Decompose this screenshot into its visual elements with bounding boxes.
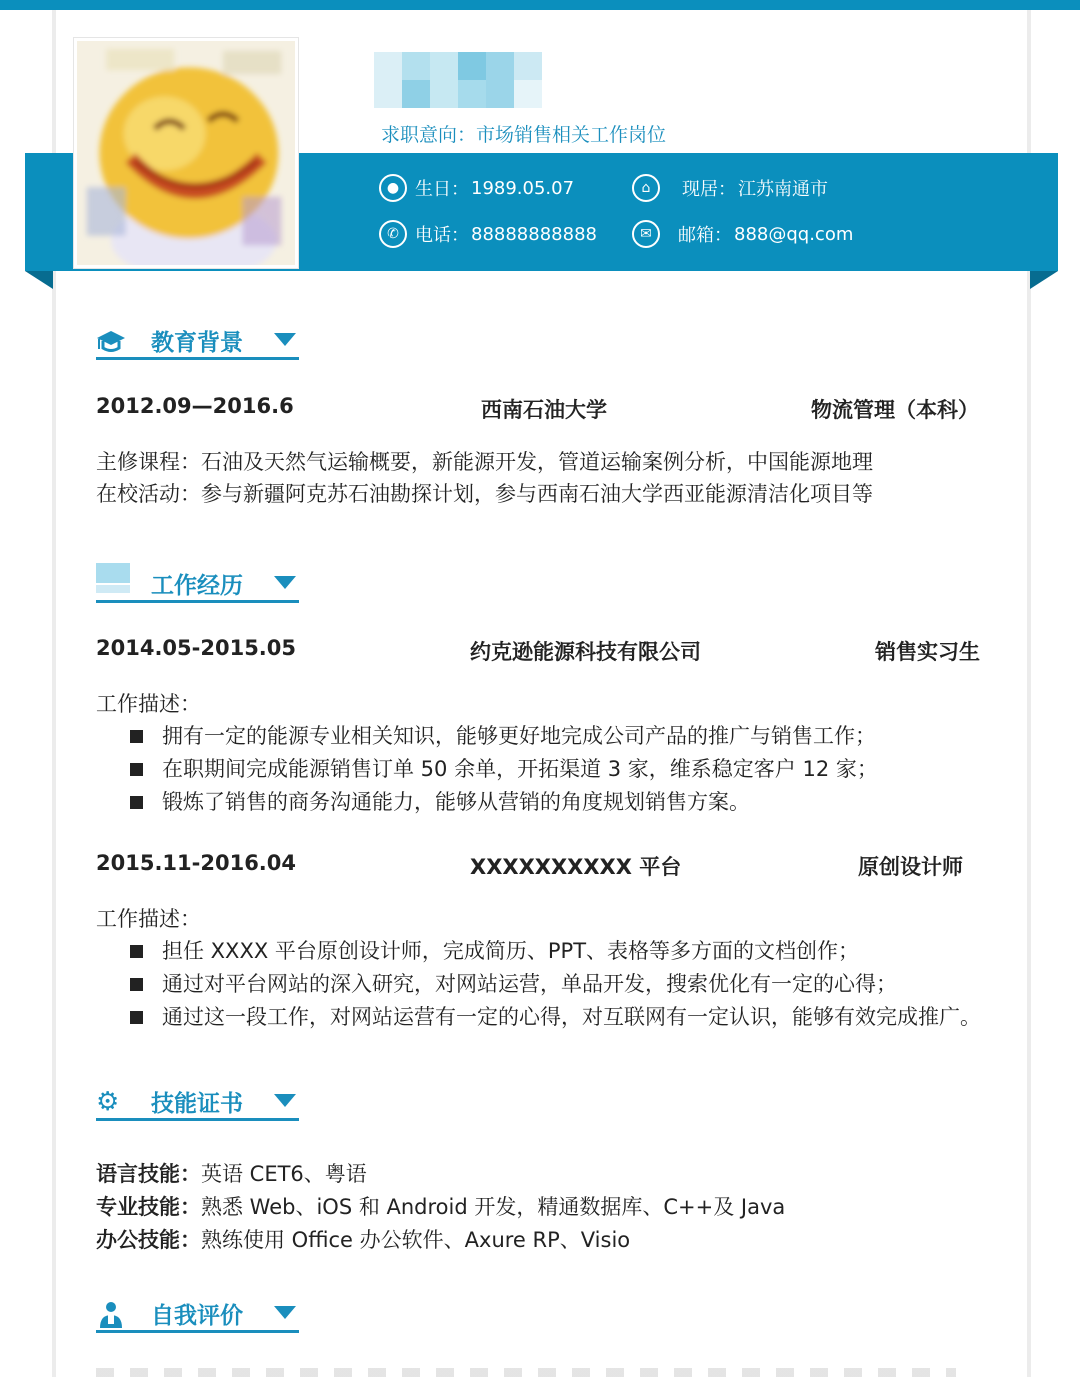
email-info — [632, 220, 853, 248]
list-item: 在职期间完成能源销售订单 50 余单，开拓渠道 3 家，维系稳定客户 12 家； — [130, 753, 878, 783]
job-2-company: XXXXXXXXXX 平台 — [470, 855, 682, 879]
graduation-cap-icon — [96, 328, 130, 354]
section-skills-header — [96, 1085, 299, 1121]
education-courses: 主修课程：石油及天然气运输概要，新能源开发，管道运输案例分析，中国能源地理 — [96, 450, 873, 474]
section-self-eval-header — [96, 1297, 299, 1333]
residence-value: 江苏南通市 — [738, 179, 828, 200]
education-period: 2012.09—2016.6 — [96, 394, 294, 418]
cut-off-text-line — [96, 1368, 956, 1377]
band-fold-right — [1030, 271, 1058, 289]
job-intent-value: 市场销售相关工作岗位 — [476, 124, 667, 146]
section-work-header — [96, 567, 299, 603]
birthday-value: 1989.05.07 — [471, 177, 575, 199]
home-icon: ⌂ — [632, 174, 660, 202]
list-item: 通过这一段工作，对网站运营有一定的心得，对互联网有一定认识，能够有效完成推广。 — [130, 1001, 981, 1031]
list-item: 担任 XXXX 平台原创设计师，完成简历、PPT、表格等多方面的文档创作； — [130, 935, 859, 965]
briefcase-icon — [96, 571, 130, 597]
phone-icon: ✆ — [379, 220, 407, 248]
phone-label: 电话： — [415, 225, 469, 246]
section-education-title: 教育背景 — [151, 330, 243, 356]
mail-icon: ✉ — [632, 220, 660, 248]
education-activities: 在校活动：参与新疆阿克苏石油勘探计划，参与西南石油大学西亚能源清洁化项目等 — [96, 482, 873, 506]
person-icon: ● — [379, 174, 407, 202]
chevron-down-icon — [274, 1306, 296, 1319]
phone-info — [379, 220, 597, 248]
job-2-role: 原创设计师 — [858, 855, 963, 879]
avatar-photo — [74, 38, 298, 268]
name-blurred — [374, 52, 542, 108]
residence-label: 现居： — [682, 179, 736, 200]
birthday-info — [379, 174, 574, 202]
top-accent-strip — [0, 0, 1080, 10]
chevron-down-icon — [274, 333, 296, 346]
section-work-title: 工作经历 — [151, 573, 243, 599]
birthday-label: 生日： — [415, 179, 469, 200]
section-education-header — [96, 324, 299, 360]
job-1-role: 销售实习生 — [875, 640, 980, 664]
phone-value: 88888888888 — [471, 223, 597, 245]
job-intent — [381, 120, 666, 147]
list-item: 锻炼了销售的商务沟通能力，能够从营销的角度规划销售方案。 — [130, 786, 750, 816]
chevron-down-icon — [274, 1094, 296, 1107]
job-intent-label: 求职意向： — [381, 124, 477, 146]
section-self-eval-title: 自我评价 — [151, 1303, 243, 1329]
email-value: 888@qq.com — [734, 223, 854, 245]
job-2-desc-label: 工作描述： — [96, 907, 201, 931]
list-item: 通过对平台网站的深入研究，对网站运营，单品开发，搜索优化有一定的心得； — [130, 968, 897, 998]
education-school: 西南石油大学 — [481, 398, 607, 422]
job-1-company: 约克逊能源科技有限公司 — [470, 640, 701, 664]
job-1-desc-label: 工作描述： — [96, 692, 201, 716]
chevron-down-icon — [274, 576, 296, 589]
job-2-period: 2015.11-2016.04 — [96, 851, 297, 875]
list-item: 拥有一定的能源专业相关知识，能够更好地完成公司产品的推广与销售工作； — [130, 720, 876, 750]
residence-info — [632, 174, 828, 202]
section-skills-title: 技能证书 — [151, 1091, 243, 1117]
skill-language: 语言技能：英语 CET6、粤语 — [96, 1162, 367, 1186]
email-label: 邮箱： — [678, 225, 732, 246]
education-major: 物流管理（本科） — [811, 398, 979, 422]
skill-professional: 专业技能：熟悉 Web、iOS 和 Android 开发，精通数据库、C++及 Java — [96, 1195, 786, 1219]
user-icon — [96, 1301, 130, 1327]
band-fold-left — [25, 271, 53, 289]
skill-office: 办公技能：熟练使用 Office 办公软件、Axure RP、Visio — [96, 1228, 631, 1252]
gear-icon: ⚙ — [96, 1087, 120, 1117]
job-1-period: 2014.05-2015.05 — [96, 636, 297, 660]
